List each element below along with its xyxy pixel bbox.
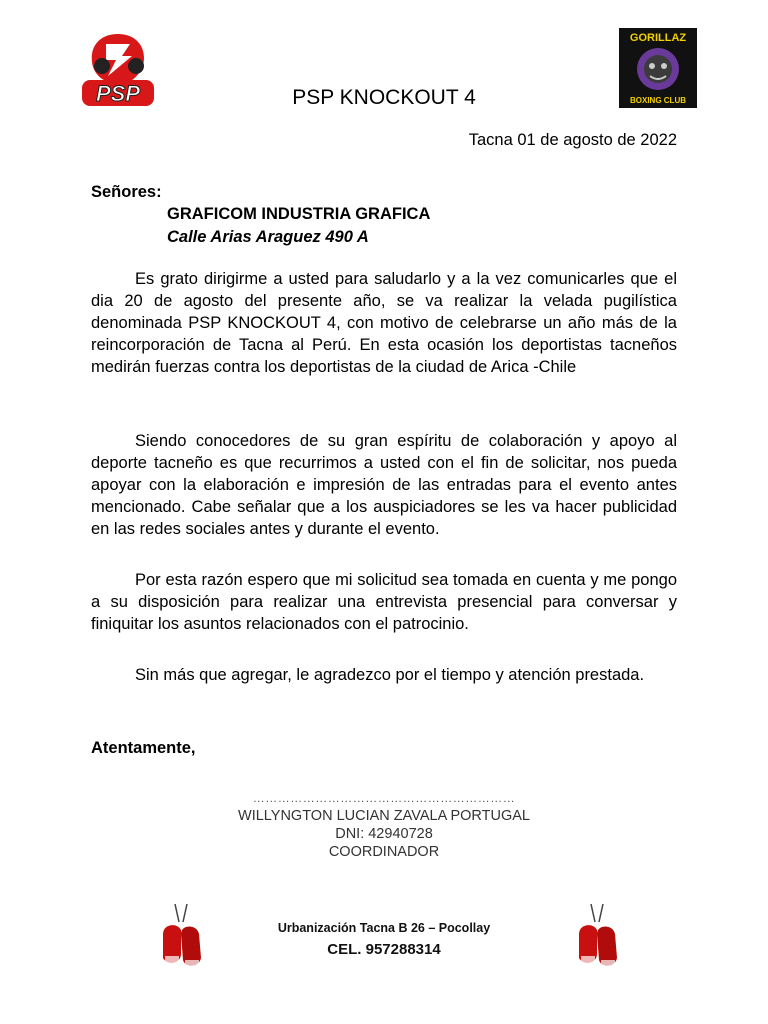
letter-date: Tacna 01 de agosto de 2022	[468, 131, 677, 149]
svg-text:GORILLAZ: GORILLAZ	[629, 32, 687, 44]
footer-phone: CEL. 957288314	[327, 941, 441, 958]
body-paragraph: Sin más que agregar, le agradezco por el tiempo y atención prestada.	[135, 666, 645, 684]
svg-text:PSP: PSP	[95, 81, 141, 106]
closing: Atentamente,	[91, 739, 196, 757]
recipient-company: GRAFICOM INDUSTRIA GRAFICA	[167, 205, 431, 223]
signatory-dni: DNI: 42940728	[335, 826, 433, 842]
footer-address: Urbanización Tacna B 26 – Pocollay	[277, 921, 491, 935]
greeting: Señores:	[91, 183, 162, 201]
boxing-gloves-icon	[157, 904, 205, 972]
body-paragraph: Siendo conocedores de su gran espíritu de colaboración y apoyo al deporte tacneño es que recurrimos a usted con el fin de solicitar, nos pueda apoyar con la elaboración e impresión de las entradas para el evento antes mencionado. Cabe señalar que a los auspiciadores se les va hacer publicidad en las redes sociales antes y durante el evento.	[91, 432, 677, 538]
signatory-name: WILLYNGTON LUCIAN ZAVALA PORTUGAL	[238, 808, 530, 824]
boxing-gloves-icon	[573, 904, 621, 972]
svg-text:BOXING CLUB: BOXING CLUB	[630, 96, 686, 105]
signature-line: ………………………………………………………	[252, 791, 516, 805]
document-title: PSP KNOCKOUT 4	[292, 86, 476, 109]
body-paragraph: Por esta razón espero que mi solicitud sea tomada en cuenta y me pongo a su disposición para realizar una entrevista presencial para conversar y finiquitar los asuntos relacionados con el patrocinio.	[91, 571, 677, 633]
signatory-role: COORDINADOR	[328, 844, 440, 860]
body-paragraph: Es grato dirigirme a usted para saludarlo y a la vez comunicarles que el dia 20 de agosto del presente año, se va realizar la velada pugilística denominada PSP KNOCKOUT 4, con motivo de celebrarse un año más de la reincorporación de Tacna al Perú. En esta ocasión los deportistas tacneños medirán fuerzas contra los deportistas de la ciudad de Arica -Chile	[91, 270, 677, 376]
recipient-address: Calle Arias Araguez 490 A	[167, 228, 369, 246]
